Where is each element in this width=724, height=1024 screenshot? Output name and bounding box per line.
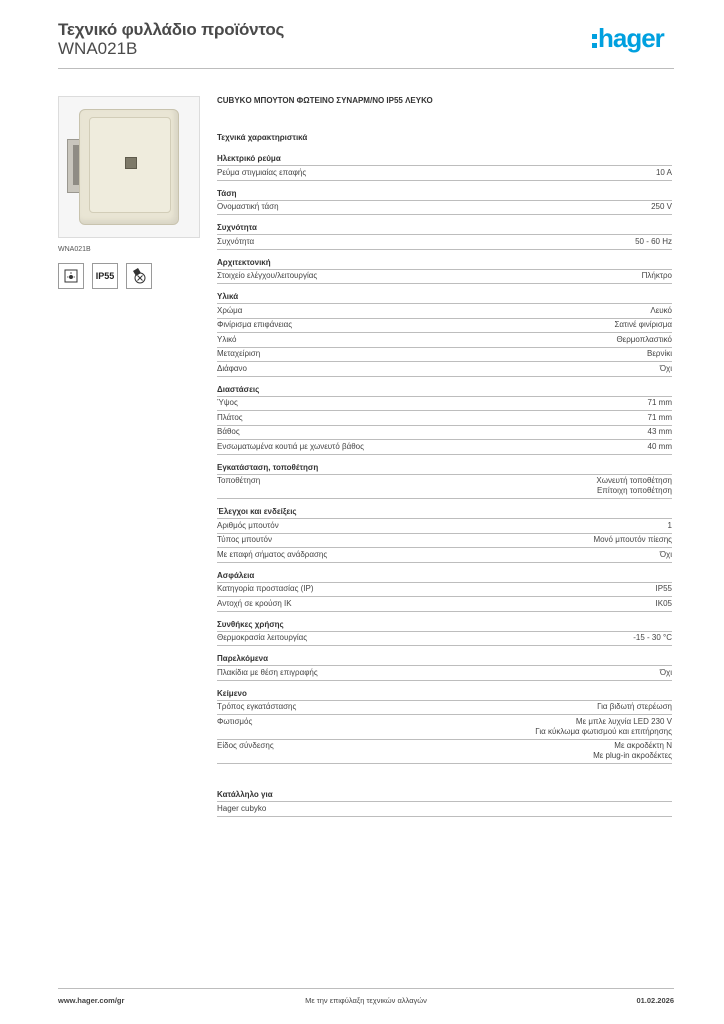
spec-value	[660, 550, 672, 560]
spec-value-line: IK05	[655, 598, 672, 608]
spec-value	[596, 476, 672, 496]
document-title: Τεχνικό φυλλάδιο προϊόντος	[58, 20, 285, 39]
spec-row	[217, 426, 672, 441]
spec-value-line: Με ακροδέκτη N	[614, 741, 672, 750]
spec-group-title: Συχνότητα	[217, 223, 672, 235]
spec-value	[668, 521, 672, 531]
spec-label: Ονομαστική τάση	[217, 202, 279, 211]
spec-label: Κατηγορία προστασίας (IP)	[217, 584, 314, 593]
hager-logo	[592, 25, 674, 55]
spec-row	[217, 319, 672, 334]
suitable-for	[217, 790, 672, 817]
spec-row	[217, 534, 672, 549]
surface-mount-icon	[126, 263, 152, 289]
spec-group-title: Ηλεκτρικό ρεύμα	[217, 154, 672, 166]
spec-group	[217, 689, 672, 765]
spec-value-line: Βερνίκι	[646, 349, 672, 358]
spec-value	[635, 237, 672, 247]
spec-label: Αριθμός μπουτόν	[217, 520, 279, 530]
spec-group	[217, 463, 672, 500]
spec-group-title: Κείμενο	[217, 689, 672, 701]
spec-value-line: 1	[667, 520, 672, 530]
spec-value-line: Για βιδωτή στερέωση	[597, 702, 672, 711]
spec-label: Βάθος	[217, 427, 240, 436]
spec-group	[217, 223, 672, 250]
spec-label: Τοποθέτηση	[217, 476, 261, 485]
spec-groups	[217, 154, 672, 764]
spec-label: Φωτισμός	[217, 716, 253, 726]
spec-value-line: Επίτοιχη τοποθέτηση	[596, 486, 672, 495]
spec-value-line: Με plug-in ακροδέκτες	[593, 751, 672, 760]
spec-value-line: Με μπλε λυχνία LED 230 V	[575, 716, 672, 726]
footer-note: Με την επιφύλαξη τεχνικών αλλαγών	[305, 996, 427, 1005]
ip55-icon	[92, 263, 118, 289]
spec-value	[660, 668, 672, 678]
ip55-label: IP55	[95, 271, 115, 281]
spec-row	[217, 362, 672, 377]
spec-value-line: 71 mm	[647, 398, 672, 407]
spec-label: Είδος σύνδεσης	[217, 741, 274, 750]
spec-value-line: Λευκό	[650, 305, 672, 315]
suitable-title: Κατάλληλο για	[217, 790, 672, 802]
spec-value-line: Πλήκτρο	[641, 271, 672, 280]
spec-row	[217, 632, 672, 647]
spec-group	[217, 620, 672, 647]
spec-row	[217, 548, 672, 563]
spec-value	[642, 271, 672, 281]
spec-label: Διάφανο	[217, 363, 248, 373]
spec-group-title: Συνθήκες χρήσης	[217, 620, 672, 632]
spec-label: Μεταχείριση	[217, 349, 261, 358]
spec-value	[535, 717, 672, 737]
spec-group	[217, 258, 672, 285]
spec-row	[217, 235, 672, 250]
spec-value	[593, 535, 672, 545]
photo-caption: WNA021B	[58, 246, 91, 253]
spec-value-line: -15 - 30 °C	[633, 633, 672, 642]
spec-label: Πλακίδια με θέση επιγραφής	[217, 667, 318, 677]
spec-value	[647, 349, 672, 359]
page-footer	[58, 996, 674, 1010]
spec-group-title: Παρελκόμενα	[217, 654, 672, 666]
spec-label: Ενσωματωμένα κουτιά με χωνευτό βάθος	[217, 441, 364, 451]
spec-row	[217, 333, 672, 348]
product-code: WNA021B	[58, 39, 138, 58]
spec-value	[614, 320, 672, 330]
spec-group	[217, 654, 672, 681]
spec-row	[217, 348, 672, 363]
logo-dots-icon	[592, 34, 597, 52]
spec-value-line: Όχι	[659, 667, 672, 677]
feature-icons	[58, 263, 200, 289]
spec-value	[648, 398, 672, 408]
spec-label: Τύπος μπουτόν	[217, 535, 272, 544]
product-visuals	[58, 96, 200, 289]
spec-value	[648, 427, 672, 437]
light-indicator-icon	[58, 263, 84, 289]
spec-row	[217, 583, 672, 598]
spec-row	[217, 666, 672, 681]
spec-row	[217, 519, 672, 534]
spec-value-line: Χωνευτή τοποθέτηση	[596, 476, 672, 485]
spec-group-title: Έλεγχοι και ενδείξεις	[217, 507, 672, 519]
spec-group-title: Υλικά	[217, 292, 672, 304]
spec-row	[217, 397, 672, 412]
spec-value	[656, 168, 672, 178]
product-title: CUBYKO ΜΠΟΥΤΟΝ ΦΩΤΕΙΝΟ ΣΥΝΑΡΜ/ΝΟ IP55 ΛΕΥΚΟ	[217, 96, 433, 105]
spec-row	[217, 740, 672, 765]
spec-label: Ύψος	[217, 398, 238, 407]
spec-row	[217, 597, 672, 612]
spec-label: Τρόπος εγκατάστασης	[217, 702, 297, 711]
page-header	[58, 20, 674, 69]
spec-value-line: Όχι	[659, 549, 672, 559]
spec-group-title: Τάση	[217, 189, 672, 201]
spec-value	[648, 442, 672, 452]
spec-row	[217, 701, 672, 716]
spec-label: Υλικό	[217, 334, 237, 344]
spec-label: Με επαφή σήματος ανάδρασης	[217, 549, 328, 559]
spec-value-line: Όχι	[659, 363, 672, 373]
spec-label: Αντοχή σε κρούση IK	[217, 598, 292, 608]
spec-value-line: Θερμοπλαστικό	[616, 334, 672, 344]
spec-label: Πλάτος	[217, 412, 243, 422]
spec-group-title: Αρχιτεκτονική	[217, 258, 672, 270]
spec-group	[217, 507, 672, 563]
spec-label: Ρεύμα στιγμιαίας επαφής	[217, 167, 307, 177]
suitable-item: Hager cubyko	[217, 803, 267, 813]
suitable-row	[217, 802, 672, 817]
spec-value	[593, 741, 672, 761]
footer-divider	[58, 988, 674, 989]
spec-value-line: 250 V	[651, 202, 672, 211]
spec-group	[217, 154, 672, 181]
spec-group	[217, 292, 672, 377]
spec-value	[633, 633, 672, 643]
footer-date: 01.02.2026	[636, 996, 674, 1005]
specifications	[217, 96, 672, 817]
spec-row	[217, 270, 672, 285]
spec-value	[656, 599, 672, 609]
spec-group-title: Ασφάλεια	[217, 571, 672, 583]
spec-row	[217, 304, 672, 319]
spec-label: Συχνότητα	[217, 236, 255, 246]
spec-value-line: 40 mm	[647, 441, 672, 451]
logo-wordmark: hager	[598, 23, 664, 53]
indicator-lens	[125, 157, 137, 169]
spec-row	[217, 715, 672, 740]
spec-group	[217, 385, 672, 455]
spec-value-line: IP55	[655, 584, 672, 593]
spec-row	[217, 201, 672, 216]
spec-value-line: Μονό μπουτόν πίεσης	[593, 535, 672, 544]
spec-value	[616, 335, 672, 345]
spec-value	[650, 306, 672, 316]
section-label: Τεχνικά χαρακτηριστικά	[217, 133, 308, 142]
spec-value-line: 10 A	[655, 167, 672, 177]
spec-group	[217, 189, 672, 216]
spec-row	[217, 440, 672, 455]
spec-value	[597, 702, 672, 712]
spec-value	[648, 413, 672, 423]
spec-value-line: 50 - 60 Hz	[635, 236, 672, 246]
spec-value-line: Σατινέ φινίρισμα	[614, 320, 672, 329]
spec-value-line: 43 mm	[647, 427, 672, 436]
spec-label: Θερμοκρασία λειτουργίας	[217, 633, 308, 642]
spec-group-title: Εγκατάσταση, τοποθέτηση	[217, 463, 672, 475]
product-photo	[58, 96, 200, 238]
spec-value-line: Για κύκλωμα φωτισμού και επιτήρησης	[535, 726, 672, 736]
spec-row	[217, 166, 672, 181]
spec-label: Στοιχείο ελέγχου/λειτουργίας	[217, 271, 318, 280]
spec-label: Χρώμα	[217, 305, 243, 315]
spec-row	[217, 411, 672, 426]
spec-group-title: Διαστάσεις	[217, 385, 672, 397]
spec-group	[217, 571, 672, 612]
spec-row	[217, 475, 672, 500]
spec-value-line: 71 mm	[647, 412, 672, 422]
spec-value	[660, 364, 672, 374]
spec-label: Φινίρισμα επιφάνειας	[217, 320, 293, 329]
spec-value	[651, 202, 672, 212]
footer-website: www.hager.com/gr	[58, 996, 125, 1005]
spec-value	[656, 584, 672, 594]
